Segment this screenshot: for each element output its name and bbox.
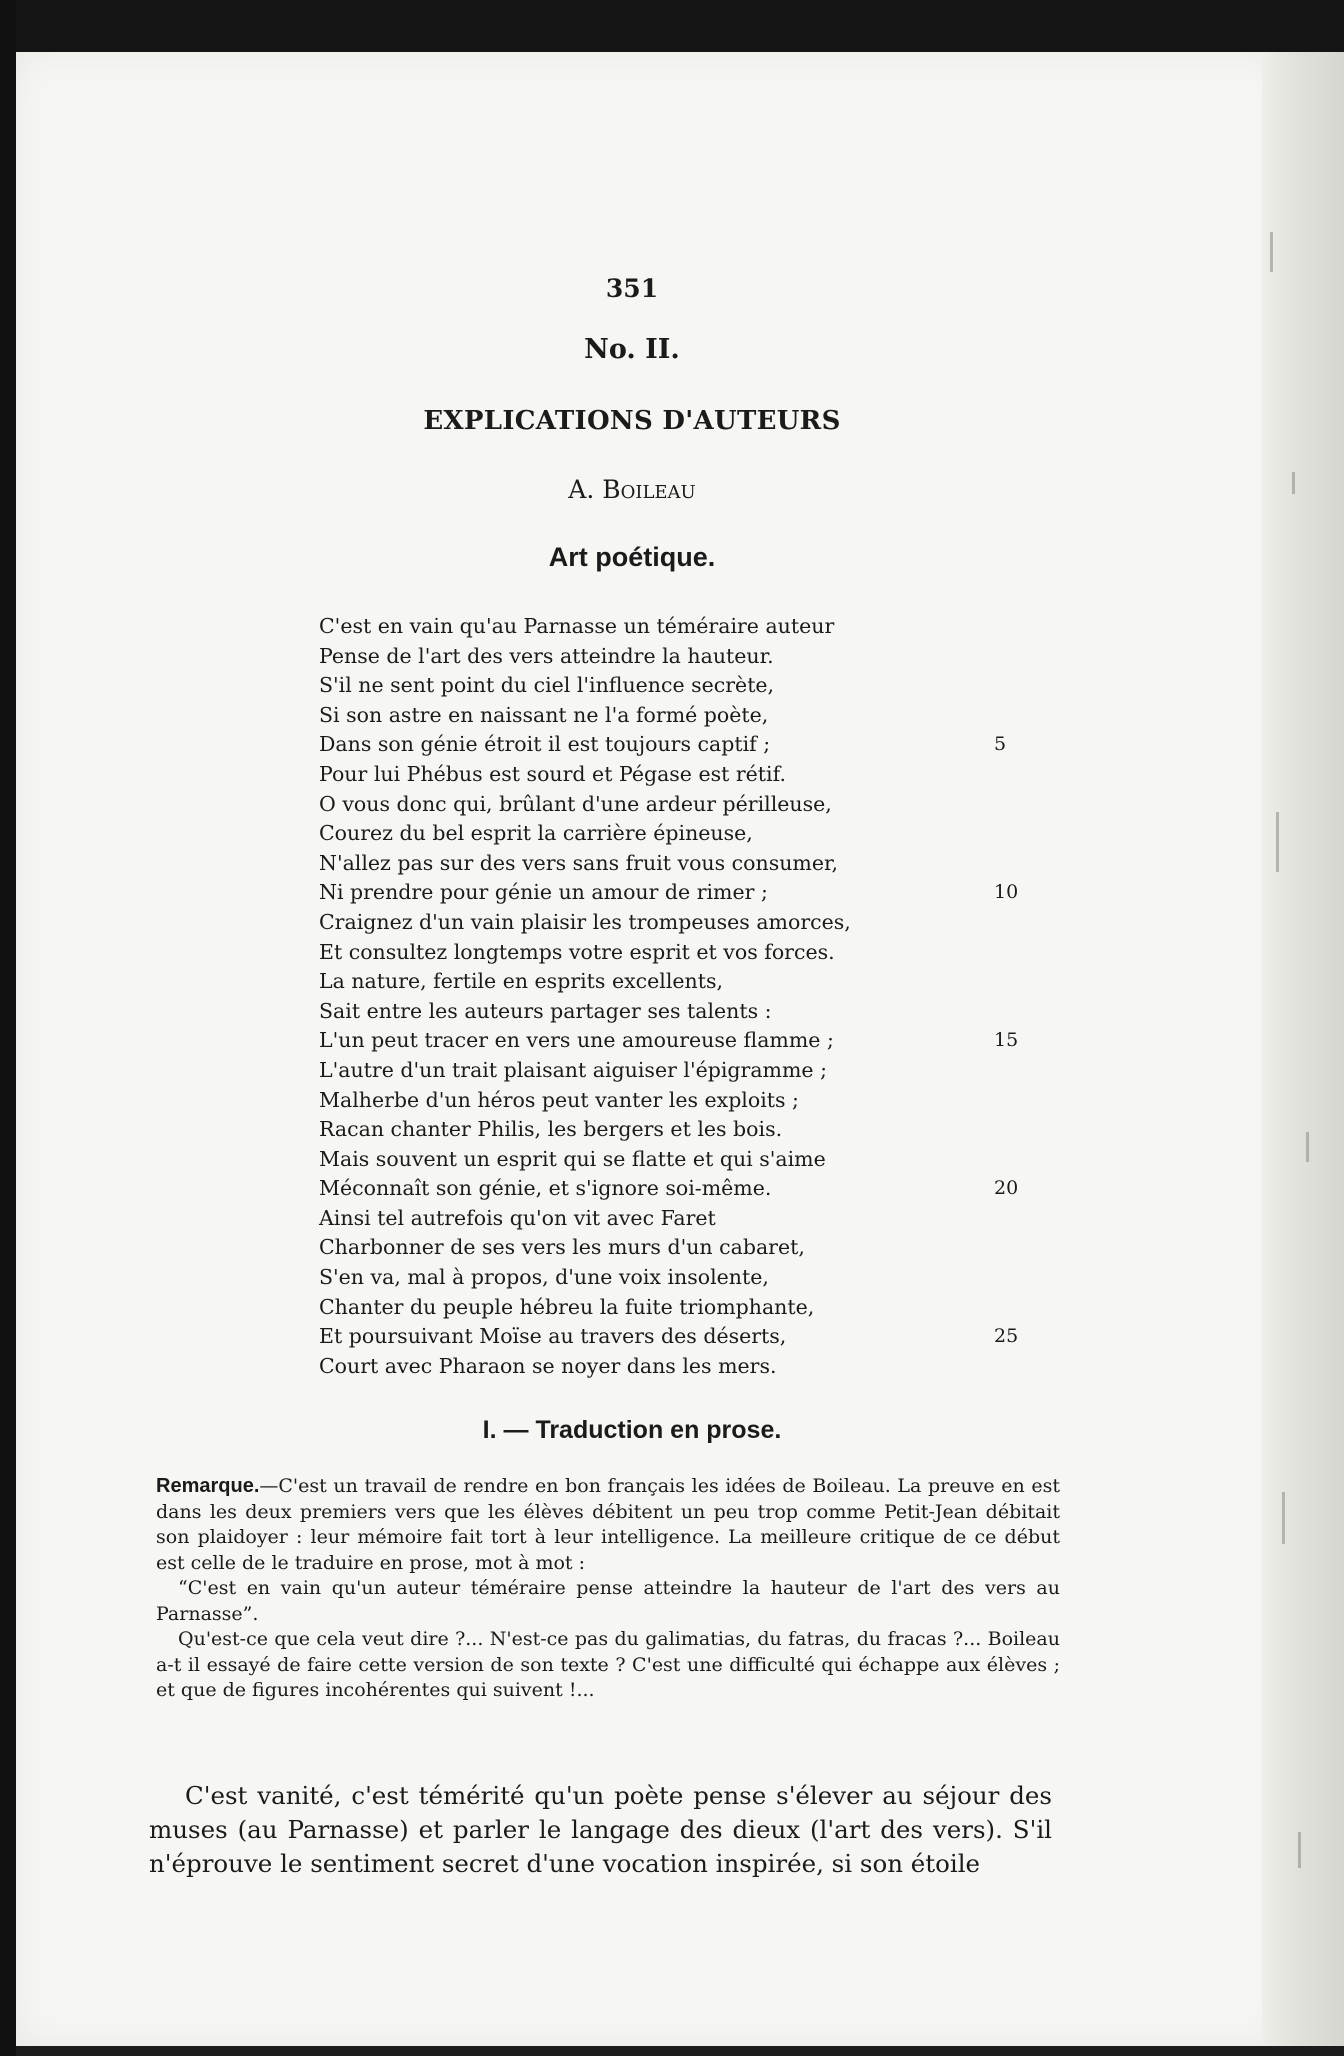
remark-paragraph [156,1474,1060,1576]
page-number: 351 [605,274,659,303]
line-number: 10 [994,881,1019,904]
line-number: 5 [994,733,1007,756]
poem-line-text: Ni prendre pour génie un amour de rimer ; [319,880,768,905]
line-number: 20 [994,1177,1019,1200]
line-number: 25 [994,1325,1019,1348]
prose-paragraph: C'est vanité, c'est témérité qu'un poète pense s'élever au séjour des muses (au Parnasse) et parler le langage des dieux (l'art des vers). S'il n'éprouve le sentiment secret d'une vocation inspirée, si son étoile [149,1781,1052,1878]
poem-line [319,612,1039,642]
paper-speck [1282,1492,1285,1544]
remark-commentary: Qu'est-ce que cela veut dire ?... N'est-ce pas du galimatias, du fatras, du fracas ?... Boileau a-t il essayé de faire cette version de son texte ? C'est une difficulté qui échappe aux élèves ; et que de figures incohérentes qui suivent !... [156,1628,1060,1701]
poem-line-text: Si son astre en naissant ne l'a formé poète, [319,702,769,727]
poem-line [319,1115,1039,1145]
poem-line-text: S'il ne sent point du ciel l'influence secrète, [319,673,775,698]
document-number: No. II. [584,334,680,365]
poem-line [319,1086,1039,1116]
poem-line-text: Ainsi tel autrefois qu'on vit avec Faret [319,1205,716,1230]
work-title: Art poétique. [548,542,716,572]
poem-line-text: Chanter du peuple hébreu la fuite triomphante, [319,1294,815,1319]
poem [319,612,1039,1381]
poem-line-text: Court avec Pharaon se noyer dans les mers. [319,1353,777,1378]
scan-border-top [0,0,1344,58]
poem-line [319,1145,1039,1175]
prose-translation [149,1779,1052,1881]
poem-line [319,1293,1039,1323]
poem-line [319,849,1039,879]
remark-block [156,1474,1060,1704]
poem-line-text: Sait entre les auteurs partager ses talents : [319,998,772,1023]
poem-line [319,819,1039,849]
scan-border-left [0,0,16,2056]
poem-line [319,671,1039,701]
poem-line [319,1322,1039,1352]
poem-line [319,878,1039,908]
poem-line [319,967,1039,997]
poem-line-text: O vous donc qui, brûlant d'une ardeur périlleuse, [319,791,832,816]
author-heading: A. Boileau [568,475,696,504]
poem-line-text: Et poursuivant Moïse au travers des déserts, [319,1324,787,1349]
poem-line-text: Charbonner de ses vers les murs d'un cabaret, [319,1235,805,1260]
paper-speck [1306,1132,1309,1162]
poem-line [319,1204,1039,1234]
poem-line [319,997,1039,1027]
poem-line [319,642,1039,672]
poem-line-text: Racan chanter Philis, les bergers et les bois. [319,1117,783,1142]
poem-line [319,701,1039,731]
book-page [16,52,1282,2046]
poem-line [319,908,1039,938]
poem-line-text: Malherbe d'un héros peut vanter les exploits ; [319,1087,799,1112]
poem-line [319,1233,1039,1263]
poem-line-text: Dans son génie étroit il est toujours captif ; [319,732,771,757]
translation-heading: I. — Traduction en prose. [482,1416,782,1444]
poem-line-text: Pense de l'art des vers atteindre la hauteur. [319,643,774,668]
poem-line-text: C'est en vain qu'au Parnasse un téméraire auteur [319,614,835,638]
line-number: 15 [994,1029,1019,1052]
poem-line-text: Pour lui Phébus est sourd et Pégase est rétif. [319,761,786,786]
poem-line [319,730,1039,760]
remark-label: Remarque. [156,1475,260,1497]
poem-line-text: La nature, fertile en esprits excellents, [319,969,723,994]
paper-speck [1292,472,1295,494]
poem-line-text: Mais souvent un esprit qui se flatte et qui s'aime [319,1146,826,1171]
poem-line [319,1352,1039,1382]
poem-line-text: L'autre d'un trait plaisant aiguiser l'épigramme ; [319,1057,827,1082]
paper-speck [1276,812,1279,872]
remark-text: —C'est un travail de rendre en bon français les idées de Boileau. La preuve en est dans les deux premiers vers que les élèves débitent un peu trop comme Petit-Jean débitait son plaidoyer : leur mémoire fait tort à leur intelligence. La meilleure critique de ce début est celle de le traduire en prose, mot à mot : [156,1475,1060,1574]
paper-speck [1270,232,1273,272]
poem-line-text: Et consultez longtemps votre esprit et vos forces. [319,939,835,964]
poem-line [319,790,1039,820]
poem-line [319,1026,1039,1056]
section-title: EXPLICATIONS D'AUTEURS [423,406,841,436]
poem-line-text: L'un peut tracer en vers une amoureuse flamme ; [319,1028,834,1053]
poem-line [319,938,1039,968]
poem-line-text: Craignez d'un vain plaisir les trompeuses amorces, [319,909,851,934]
paper-speck [1298,1832,1301,1868]
poem-line-text: Méconnaît son génie, et s'ignore soi-même. [319,1176,772,1201]
poem-line-text: Courez du bel esprit la carrière épineuse, [319,821,753,846]
poem-line [319,1263,1039,1293]
poem-line [319,1056,1039,1086]
poem-line-text: N'allez pas sur des vers sans fruit vous consumer, [319,850,839,875]
poem-line-text: S'en va, mal à propos, d'une voix insolente, [319,1265,769,1290]
poem-line [319,1174,1039,1204]
page-edge-fringe [1262,52,1344,2046]
poem-line [319,760,1039,790]
remark-quote: “C'est en vain qu'un auteur téméraire pense atteindre la hauteur de l'art des vers au Parnasse”. [156,1577,1060,1625]
